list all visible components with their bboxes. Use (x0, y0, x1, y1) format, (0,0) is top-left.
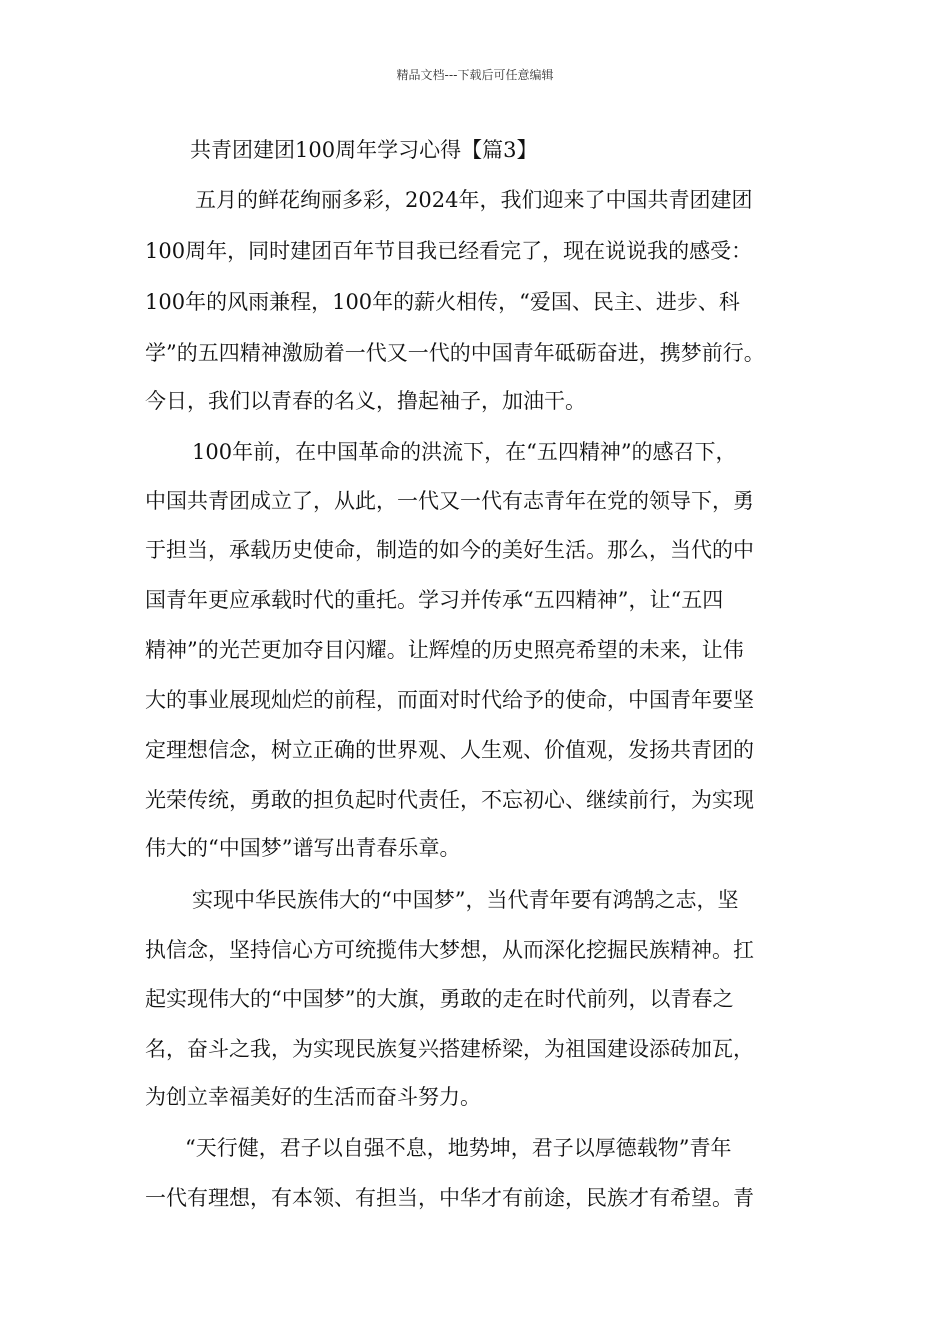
text-line: 为创立幸福美好的生活而奋斗努力。 (145, 1085, 481, 1109)
text-line: 光荣传统，勇敢的担负起时代责任，不忘初心、继续前行，为实现 (145, 788, 754, 812)
text-line: 中国共青团成立了，从此，一代又一代有志青年在党的领导下，勇 (145, 489, 754, 513)
text-line: 一代有理想，有本领、有担当，中华才有前途，民族才有希望。青 (145, 1186, 754, 1210)
text-line: 实现中华民族伟大的“中国梦”，当代青年要有鸿鹄之志，坚 (192, 888, 739, 912)
text-line: 精神”的光芒更加夺目闪耀。让辉煌的历史照亮希望的未来，让伟 (145, 638, 744, 662)
text-line: 今日，我们以青春的名义，撸起袖子，加油干。 (145, 389, 586, 413)
text-line: 100周年，同时建团百年节目我已经看完了，现在说说我的感受： (145, 239, 753, 263)
text-line: “天行健，君子以自强不息，地势坤，君子以厚德载物”青年 (185, 1136, 732, 1160)
text-line: 学”的五四精神激励着一代又一代的中国青年砥砺奋进，携梦前行。 (145, 341, 765, 365)
text-line: 大的事业展现灿烂的前程，而面对时代给予的使命，中国青年要坚 (145, 688, 754, 712)
document-title: 共青团建团100周年学习心得【篇3】 (190, 138, 538, 162)
text-line: 定理想信念，树立正确的世界观、人生观、价值观，发扬共青团的 (145, 738, 754, 762)
text-line: 名，奋斗之我，为实现民族复兴搭建桥梁，为祖国建设添砖加瓦， (145, 1037, 754, 1061)
text-line: 100年前，在中国革命的洪流下，在“五四精神”的感召下， (192, 440, 737, 464)
text-line: 执信念，坚持信心方可统揽伟大梦想，从而深化挖掘民族精神。扛 (145, 938, 754, 962)
text-line: 五月的鲜花绚丽多彩，2024年，我们迎来了中国共青团建团 (195, 188, 753, 212)
text-line: 国青年更应承载时代的重托。学习并传承“五四精神”，让“五四 (145, 588, 724, 612)
header-note: 精品文档---下载后可任意编辑 (396, 68, 554, 82)
text-line: 于担当，承载历史使命，制造的如今的美好生活。那么，当代的中 (145, 538, 754, 562)
text-line: 伟大的“中国梦”谱写出青春乐章。 (145, 836, 461, 860)
text-line: 起实现伟大的“中国梦”的大旗，勇敢的走在时代前列，以青春之 (145, 987, 734, 1011)
text-line: 100年的风雨兼程，100年的薪火相传，“爱国、民主、进步、科 (145, 290, 740, 314)
